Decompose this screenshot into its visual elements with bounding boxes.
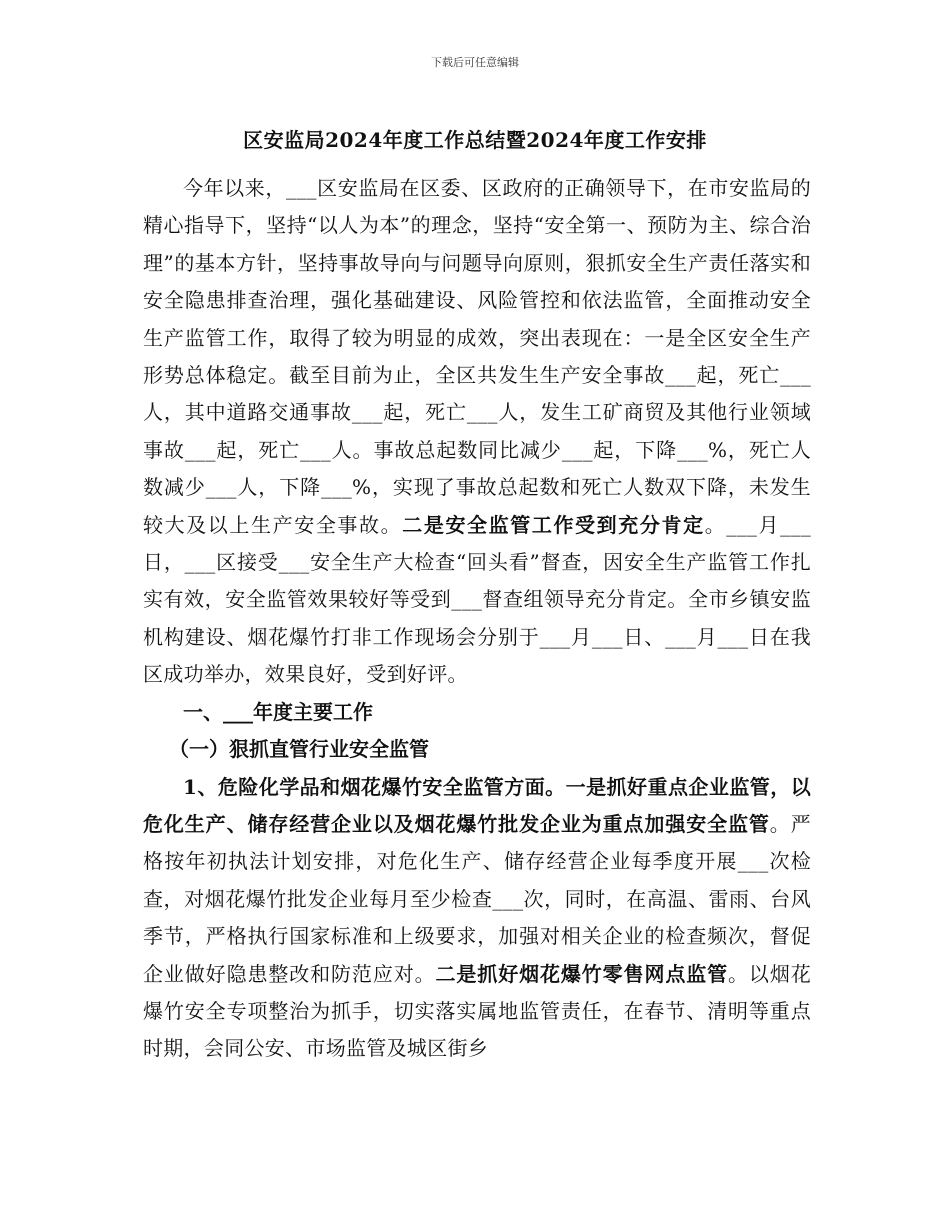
hazmat-bold-2: 二是抓好烟花爆竹零售网点监管	[435, 961, 729, 986]
paragraph-hazmat	[143, 769, 811, 1068]
intro-bold-1: 二是安全监管工作受到充分肯定	[402, 512, 705, 537]
hazmat-bold-1: 1、危险化学品和烟花爆竹安全监管方面。一是抓好重点企业监管，以危化生产、储存经营企业以及烟花爆竹批发企业为重点加强安全监管	[143, 774, 811, 836]
header-note: 下载后可任意编辑	[431, 56, 519, 69]
document-title: 区安监局2024年度工作总结暨2024年度工作安排	[243, 128, 707, 152]
hazmat-text-1: 。严格按年初执法计划安排，对危化生产、储存经营企业每季度开展___次检查，对烟花爆竹批发企业每月至少检查___次，同时，在高温、雷雨、台风季节，严格执行国家标准和上级要求，加强对相关企业的检查频次，督促企业做好隐患整改和防范应对。	[143, 811, 811, 986]
document-body	[143, 170, 811, 1068]
section-heading-1-1: （一）狠抓直管行业安全监管	[169, 737, 429, 762]
section-heading-1: 一、___年度主要工作	[183, 699, 373, 724]
paragraph-intro	[143, 170, 811, 694]
hazmat-text-2: 。以烟花爆竹安全专项整治为抓手，切实落实属地监管责任，在春节、清明等重点时期，会同公安、市场监管及城区街乡	[143, 961, 812, 1061]
intro-text-2: 。___月___日，___区接受___安全生产大检查“回头看”督查，因安全生产监管工作扎实有效，安全监管效果较好等受到___督查组领导充分肯定。全市乡镇安监机构建设、烟花爆竹打非工作现场会分别于___月___日、___月___日在我区成功举办，效果良好，受到好评。	[143, 512, 811, 687]
intro-text-1: 今年以来，___区安监局在区委、区政府的正确领导下，在市安监局的精心指导下，坚持“以人为本”的理念，坚持“安全第一、预防为主、综合治理”的基本方针，坚持事故导向与问题导向原则，狠抓安全生产责任落实和安全隐患排查治理，强化基础建设、风险管控和依法监管，全面推动安全生产监管工作，取得了较为明显的成效，突出表现在：一是全区安全生产形势总体稳定。截至目前为止，全区共发生生产安全事故___起，死亡___人，其中道路交通事故___起，死亡___人，发生工矿商贸及其他行业领域事故___起，死亡___人。事故总起数同比减少___起，下降___%，死亡人数减少___人，下降___%，实现了事故总起数和死亡人数双下降，未发生较大及以上生产安全事故。	[143, 176, 811, 537]
